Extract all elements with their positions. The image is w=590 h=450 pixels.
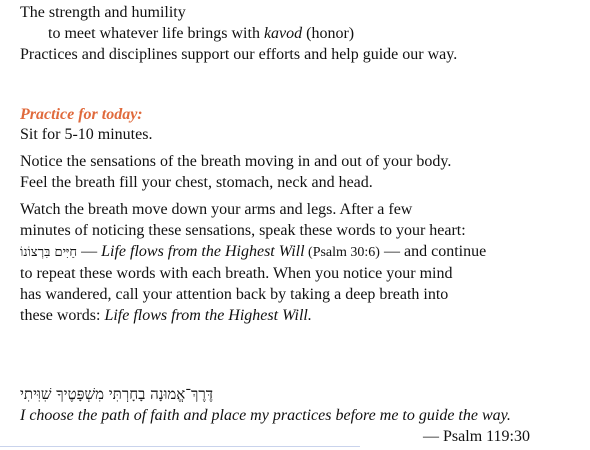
intro-line-2 (20, 23, 585, 44)
sit-paragraph (20, 124, 585, 145)
notice-line-1: Notice the sensations of the breath moving in and out of your body. (20, 153, 452, 170)
psalm-reference-inline: (Psalm 30:6) (304, 245, 380, 260)
watch-line-6-pre: these words: (20, 307, 105, 324)
practice-heading: Practice for today: (20, 106, 143, 123)
intro-line-3: Practices and disciplines support our efforts and help guide our way. (20, 46, 458, 63)
watch-line-5: has wandered, call your attention back by taking a deep breath into (20, 286, 449, 303)
notice-line-2: Feel the breath fill your chest, stomach, neck and head. (20, 174, 373, 191)
intro-line-2-post: (honor) (302, 25, 355, 42)
closing-verse (20, 384, 560, 447)
intro-line-1: The strength and humility (20, 4, 186, 21)
watch-line-3 (20, 241, 585, 263)
intro-line-2-pre: to meet whatever life brings with (48, 25, 264, 42)
verse-hebrew: דֶּרֶךְ־אֱמוּנָה בָחָרְתִּי מִשְׁפָּטֶיךָ שִׁוִּיתִי (20, 385, 213, 403)
notice-paragraph (20, 151, 585, 193)
intro-passage (20, 2, 585, 65)
hebrew-phrase: חַיִּים בִּרְצוֹנוֹ (20, 245, 78, 260)
verse-reference: — Psalm 119:30 (423, 428, 530, 445)
watch-line-3-dash: — (77, 243, 102, 260)
watch-line-3-post: — and continue (379, 243, 487, 260)
verse-english: I choose the path of faith and place my practices before me to guide the way. (20, 407, 511, 424)
kavod-term: kavod (263, 25, 303, 42)
watch-line-4: to repeat these words with each breath. When you notice your mind (20, 265, 453, 282)
watch-line-1: Watch the breath move down your arms and legs. After a few (20, 201, 413, 218)
sit-line: Sit for 5-10 minutes. (20, 126, 153, 143)
watch-paragraph (20, 199, 585, 326)
life-flows-phrase-closing: Life flows from the Highest Will. (104, 307, 312, 324)
bottom-divider (0, 446, 360, 447)
watch-line-2: minutes of noticing these sensations, speak these words to your heart: (20, 222, 466, 239)
practice-body (20, 124, 585, 332)
life-flows-phrase: Life flows from the Highest Will (101, 243, 305, 260)
watch-line-6 (20, 305, 585, 326)
